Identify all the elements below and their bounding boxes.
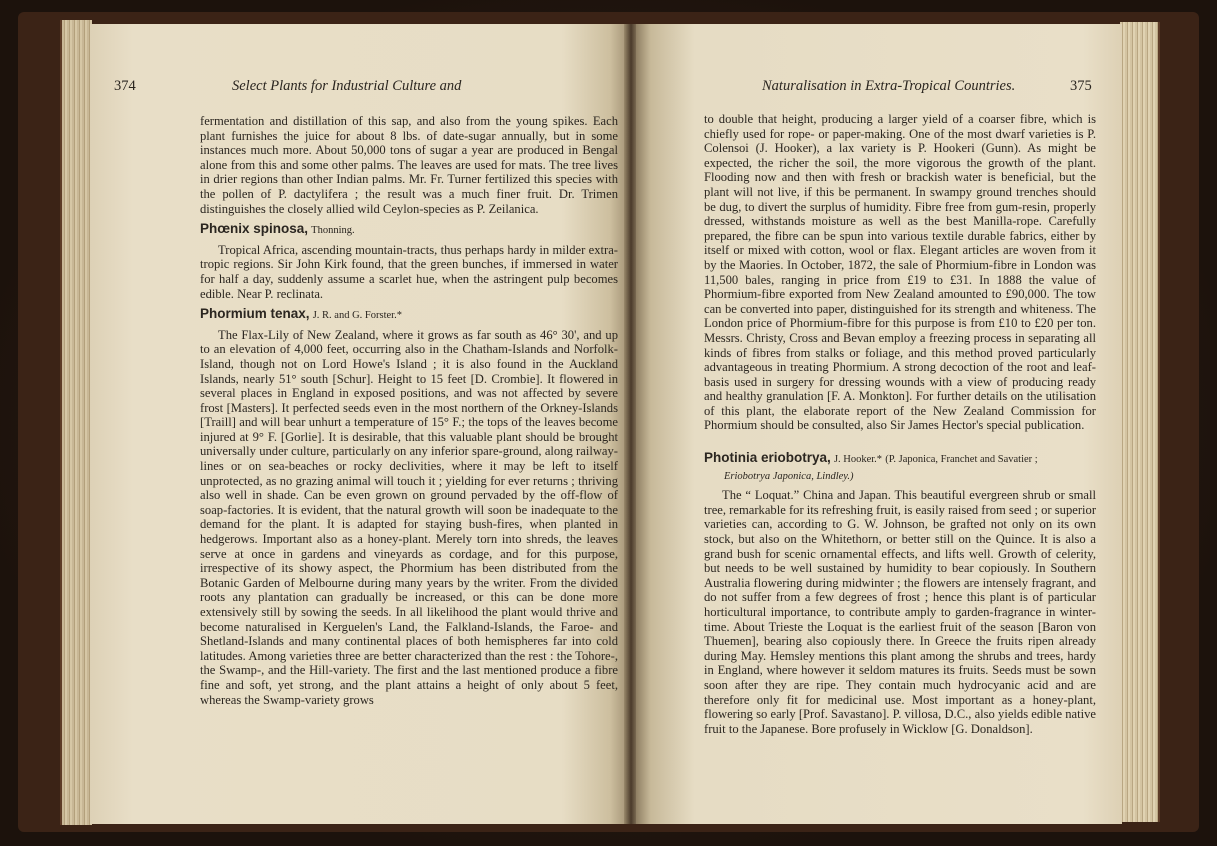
entry-text-phormium: The Flax-Lily of New Zealand, where it grows as far south as 46° 30', and up to an elevation of 4,000 feet, occurring also in the Chatham-Islands and Norfolk-Island, though not on Lord Howe's Island ; it is also found in the Auckland Islands, nearly 51° south [Schur]. Height to 15 feet [D. Crombie]. It flowered in several places in England in exposed positions, and was not affected by severe frost [Masters]. It perfected seeds even in the most northern of the Orkney-Islands [Traill] and will bear unhurt a temperature of 15° F.; the tops of the leaves become injured at 9° F. [Gorlie]. It is desirable, that this valuable plant should be brought universally under culture, particularly on any inferior spare-ground, along railway-lines or on sea-beaches or rocky declivities, where it may be left to itself unprotected, as no grazing animal will touch it ; yielding for ever returns ; thriving also well in shade. Can be even grown on ground pervaded by the off-flow of soap-factories. It is evident, that the natural growth will soon be inadequate to the demand for the plant. It is adapted for staying bush-fires, when planted in hedgerows. Important also as a honey-plant. Merely torn into shreds, the leaves serve at once in gardens and vineyards as cordage, and for this purpose, irrespective of its showy aspect, the Phormium has been distributed from the Botanic Garden of Melbourne during many years by the writer. From the divided roots any plantation can gradually be increased, or this can be done more extensively still by sowing the seeds. In all likelihood the plant would thrive and become naturalised in Kerguelen's Land, the Falkland-Islands, the Faroe- and Shetland-Islands and many continental places of both hemispheres far into cold latitudes. Among varieties three are better characterized than the rest : the Tohore-, the Swamp-, and the Hill-variety. The first and the last mentioned produce a fibre fine and soft, yet strong, and the plant attains a height of only about 5 feet, whereas the Swamp-variety grows	[200, 327, 618, 707]
running-head: Naturalisation in Extra-Tropical Countries.	[762, 78, 1016, 94]
right-page-body	[704, 112, 1096, 736]
entry-heading-phormium	[200, 307, 618, 324]
species-authority: Thonning.	[311, 225, 355, 237]
running-head: Select Plants for Industrial Culture and	[232, 78, 462, 94]
entry-heading-phoenix	[200, 222, 618, 239]
species-authority: J. R. and G. Forster.*	[312, 310, 402, 322]
entry-text-photinia: The “ Loquat.” China and Japan. This beautiful evergreen shrub or small tree, remarkable for its refreshing fruit, is easily raised from seed ; or superior varieties can, according to G. W. Johnson, be grafted not only on its own stock, but also on the Whitethorn, or better still on the Quince. It is also a grand bush for scenic ornamental effects, and lifts well. Growth of celerity, but needs to be well sustained by humidity to bear copiously. In Southern Australia flowering during midwinter ; the flowers are intensely fragrant, and do not suffer from a few degrees of frost ; hence this plant is of particular horticultural importance, to contribute amply to garden-fragrance in winter-time. About Trieste the Loquat is the earliest fruit of the season [Baron von Thuemen], bearing also copiously there. In Greece the fruits ripen already during May. Hemsley mentions this plant among the shrubs and trees, hardy in England, where however it seldom matures its fruits. Seeds must be sown soon after they are ripe. They contain much hydrocyanic acid and are therefore only fit for medicinal use. Most important as a honey-plant, flowering so early [Prof. Savastano]. P. villosa, D.C., also yields edible native fruit to the Japanese. Bore profusely in Wicklow [G. Donaldson].	[704, 488, 1097, 736]
right-page-edges	[1120, 22, 1160, 822]
species-name: Photinia eriobotrya,	[704, 450, 831, 466]
intro-paragraph: fermentation and distillation of this sap, and also from the young spikes. Each plant furnishes the juice for about 8 lbs. of date-sugar annually, but in some instances much more. About 50,000 tons of sugar a year are produced in Bengal alone from this and some other palms. The leaves are used for mats. The tree lives in drier regions than other Indian palms. Mr. Fr. Turner fertilized this species with the pollen of P. dactylifera ; the result was a much finer fruit. Dr. Trimen distinguishes the closely allied wild Ceylon-species as P. Zeilanica.	[200, 114, 618, 216]
synonyms-line-1: (P. Japonica, Franchet and Savatier ;	[885, 454, 1038, 466]
left-page	[90, 24, 626, 824]
section-spacer	[704, 433, 1096, 445]
species-name: Phœnix spinosa,	[200, 221, 309, 237]
page-number: 375	[1070, 78, 1092, 94]
right-page	[636, 24, 1122, 824]
synonyms-line-2: Eriobotrya Japonica, Lindley.)	[724, 470, 854, 482]
entry-heading-photinia	[704, 451, 1096, 484]
continued-paragraph: to double that height, producing a larger yield of a coarser fibre, which is chiefly used for rope- or paper-making. One of the most dwarf varieties is P. Colensoi (J. Hooker), a lax variety is P. Hookeri (Gunn). As might be expected, the richer the soil, the more vigorous the growth of the plant. Flooding now and then with fresh or brackish water is beneficial, but the plant will not live, if this be permanent. In swampy ground trenches should be dug, to divert the surplus of humidity. Fibre free from gum-resin, properly dressed, withstands moisture as well as the best Manilla-rope. Carefully prepared, the fibre can be spun into various textile durable fabrics, either by itself or mixed with cotton, wool or flax. Elegant articles are woven from it by the Maories. In October, 1872, the sale of Phormium-fibre in London was 11,500 bales, ranging in price from £19 to £31. In 1888 the value of Phormium-fibre exported from New Zealand amounted to £90,000. The tow can be converted into paper, distinguished for its strength and whiteness. The London price of Phormium-fibre for this purpose is from £10 to £20 per ton. Messrs. Christy, Cross and Bevan employ a freezing process in separating all kinds of fibres from stalks or foliage, and this method proved particularly advantageous in treating Phormium. A strong decoction of the root and leaf-basis used in surgery for dressing wounds with a view of producing ready and healthy granulation [F. A. Monkton]. For further details on the utilisation of this plant, the elaborate report of the New Zealand Commission for Phormium should be consulted, also Sir James Hector's special publication.	[704, 112, 1096, 433]
species-authority: J. Hooker.*	[833, 454, 883, 466]
left-page-edges	[60, 20, 92, 825]
page-number: 374	[114, 78, 136, 94]
species-name: Phormium tenax,	[200, 306, 310, 322]
entry-text-phoenix: Tropical Africa, ascending mountain-tracts, thus perhaps hardy in milder extra-tropic regions. Sir John Kirk found, that the green bunches, if immersed in water for half a day, suddenly assume a scarlet hue, when the astringent pulp becomes edible. Near P. reclinata.	[200, 242, 618, 301]
left-page-body	[200, 114, 618, 707]
